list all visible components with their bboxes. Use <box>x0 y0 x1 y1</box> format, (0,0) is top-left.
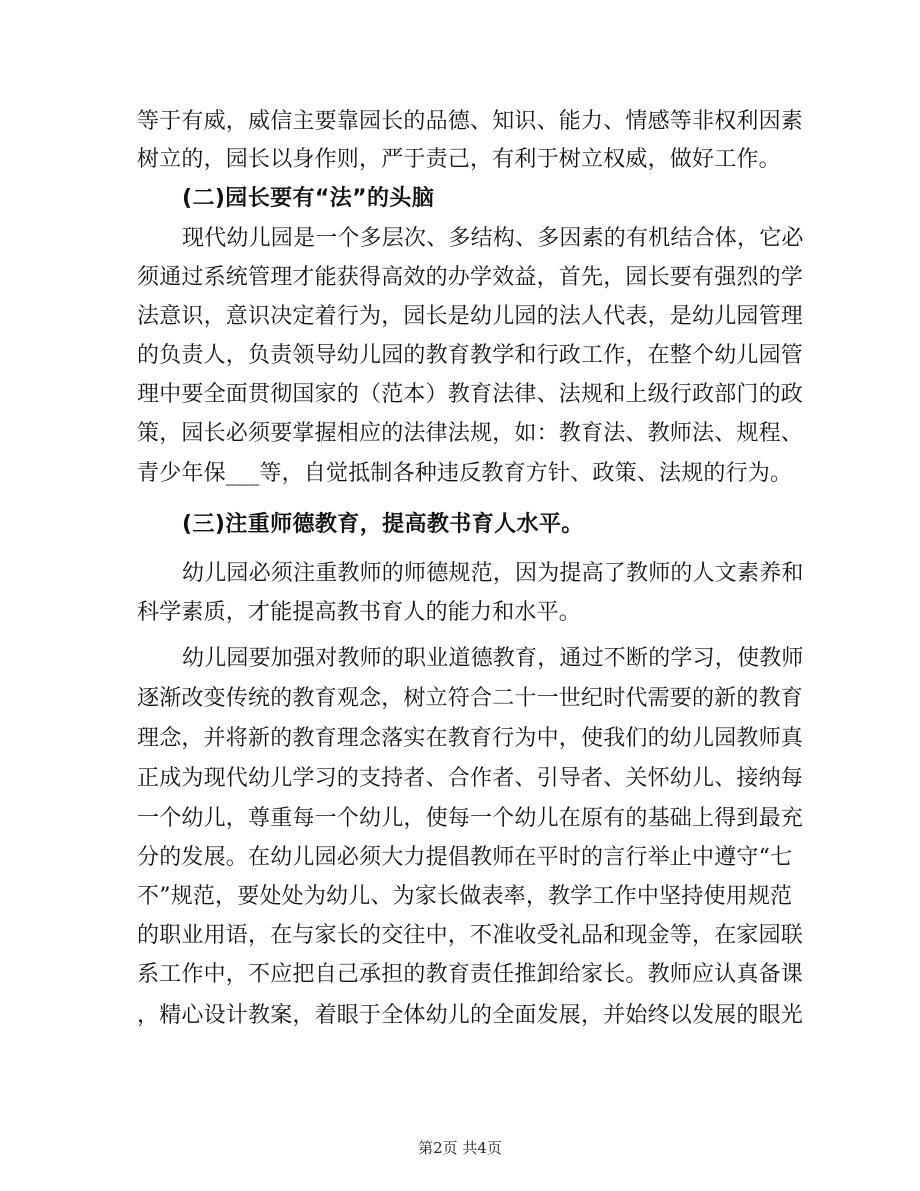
paragraph-line: ，精心设计教案，着眼于全体幼儿的全面发展，并始终以发展的眼光 <box>137 1003 804 1028</box>
paragraph-line: 等于有威，威信主要靠园长的品德、知识、能力、情感等非权利因素 <box>137 109 804 134</box>
paragraph-line: 理念，并将新的教育理念落实在教育行为中，使我们的幼儿园教师真 <box>137 726 804 751</box>
paragraph-line: 幼儿园要加强对教师的职业道德教育，通过不断的学习，使教师 <box>182 646 804 671</box>
paragraph-line: 理中要全面贯彻国家的（范本）教育法律、法规和上级行政部门的政 <box>137 382 804 407</box>
paragraph-line: 的负责人，负责领导幼儿园的教育教学和行政工作，在整个幼儿园管 <box>137 343 804 368</box>
paragraph-line: 一个幼儿，尊重每一个幼儿，使每一个幼儿在原有的基础上得到最充 <box>137 806 804 831</box>
paragraph-line: 现代幼儿园是一个多层次、多结构、多因素的有机结合体，它必 <box>182 226 804 251</box>
paragraph-line: 分的发展。在幼儿园必须大力提倡教师在平时的言行举止中遵守“七 <box>137 845 793 870</box>
paragraph-line: 科学素质，才能提高教书育人的能力和水平。 <box>137 600 582 625</box>
page-number-footer: 第2页 共4页 <box>418 1139 502 1157</box>
paragraph-line: 的职业用语，在与家长的交往中，不准收受礼品和现金等，在家园联 <box>137 923 804 948</box>
paragraph-line: 须通过系统管理才能获得高效的办学效益，首先，园长要有强烈的学 <box>137 265 804 290</box>
paragraph-line: 逐渐改变传统的教育观念，树立符合二十一世纪时代需要的新的教育 <box>137 686 804 711</box>
paragraph-line: 不”规范，要处处为幼儿、为家长做表率，教学工作中坚持使用规范 <box>137 884 793 909</box>
paragraph-line: 系工作中，不应把自己承担的教育责任推卸给家长。教师应认真备课 <box>137 962 804 987</box>
section-heading: (二)园长要有“法”的头脑 <box>182 186 435 211</box>
paragraph-line: 策，园长必须要掌握相应的法律法规，如：教育法、教师法、规程、 <box>137 421 804 446</box>
paragraph-line: 幼儿园必须注重教师的师德规范，因为提高了教师的人文素养和 <box>182 561 804 586</box>
paragraph-line: 正成为现代幼儿学习的支持者、合作者、引导者、关怀幼儿、接纳每 <box>137 766 804 791</box>
paragraph-line: 法意识，意识决定着行为，园长是幼儿园的法人代表，是幼儿园管理 <box>137 304 804 329</box>
section-heading: (三)注重师德教育，提高教书育人水平。 <box>182 512 584 537</box>
paragraph-line: 青少年保___等，自觉抵制各种违反教育方针、政策、法规的行为。 <box>137 461 793 486</box>
paragraph-line: 树立的，园长以身作则，严于责己，有利于树立权威，做好工作。 <box>137 147 781 172</box>
